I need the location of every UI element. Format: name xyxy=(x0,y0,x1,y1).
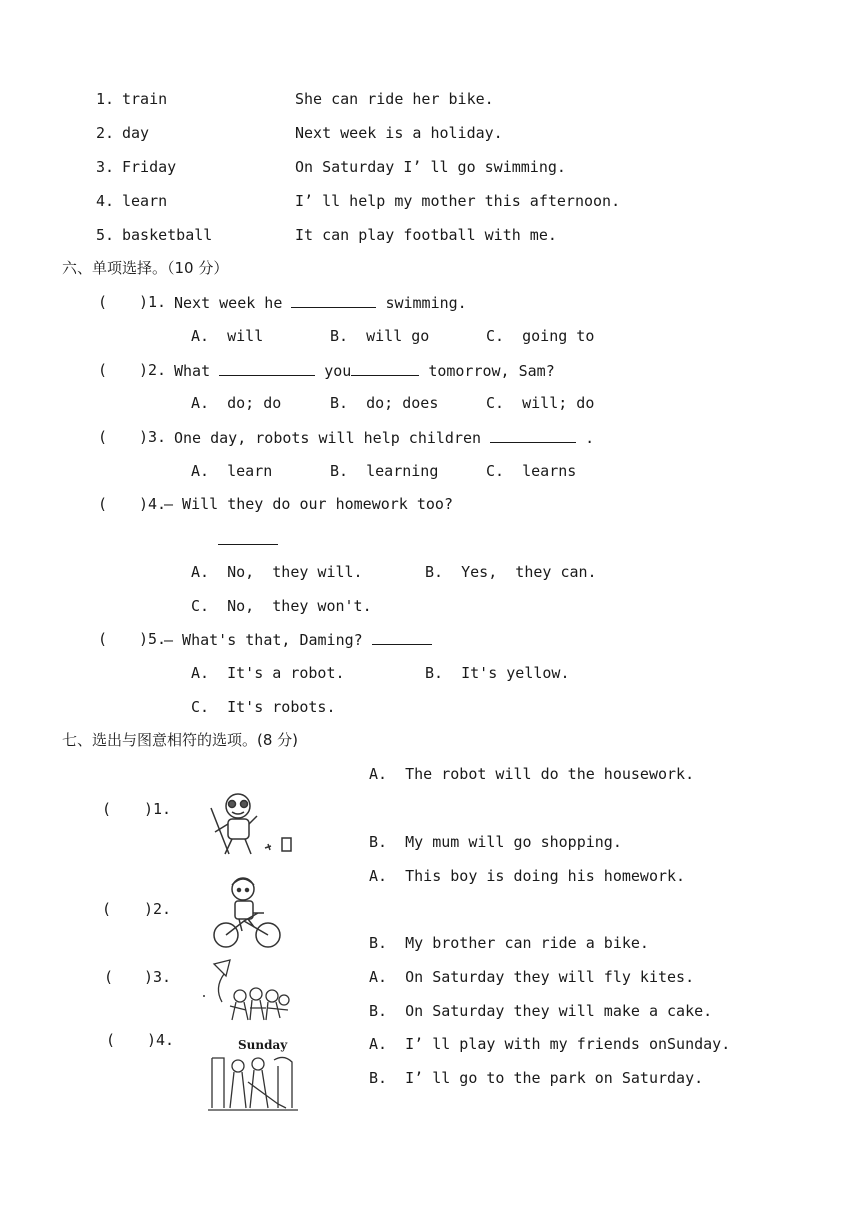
option-c: C. No, they won't. xyxy=(191,597,372,615)
answer-blank[interactable] xyxy=(351,361,419,376)
option-b: B. learning xyxy=(330,462,439,480)
answer-paren-open: ( xyxy=(98,293,108,311)
item-number: )4. xyxy=(147,1031,175,1049)
answer-paren-open: ( xyxy=(98,630,108,648)
option-a: A. This boy is doing his homework. xyxy=(369,867,686,885)
option-b: B. do; does xyxy=(330,394,439,412)
match-num: 4. xyxy=(96,192,115,210)
question-stem: What you tomorrow, Sam? xyxy=(174,362,555,380)
answer-paren-open: ( xyxy=(106,1031,116,1049)
match-sentence: I’ ll help my mother this afternoon. xyxy=(295,192,621,210)
question-number: )2. xyxy=(139,361,167,379)
option-a: A. will xyxy=(191,327,264,345)
answer-blank[interactable] xyxy=(490,428,576,443)
match-word: learn xyxy=(122,192,168,210)
option-b: B. will go xyxy=(330,327,430,345)
option-b: B. I’ ll go to the park on Saturday. xyxy=(369,1069,704,1087)
answer-paren-open: ( xyxy=(98,361,108,379)
match-num: 5. xyxy=(96,226,115,244)
option-b: B. On Saturday they will make a cake. xyxy=(369,1002,713,1020)
match-sentence: She can ride her bike. xyxy=(295,90,494,108)
answer-blank[interactable] xyxy=(291,293,376,308)
robot-picture-icon xyxy=(205,790,295,862)
item-number: )2. xyxy=(144,900,172,918)
option-c: C. will; do xyxy=(486,394,595,412)
item-number: )1. xyxy=(144,800,172,818)
option-c: C. learns xyxy=(486,462,577,480)
section-six-title: 六、单项选择。（10 分） xyxy=(62,259,229,277)
answer-blank[interactable] xyxy=(218,530,278,545)
option-c: C. It's robots. xyxy=(191,698,336,716)
question-stem: — Will they do our homework too? xyxy=(164,495,453,513)
answer-paren-open: ( xyxy=(102,900,112,918)
option-a: A. No, they will. xyxy=(191,563,363,581)
option-b: B. My brother can ride a bike. xyxy=(369,934,649,952)
picture-caption: Sunday xyxy=(238,1038,288,1052)
match-word: day xyxy=(122,124,150,142)
match-num: 3. xyxy=(96,158,115,176)
answer-blank[interactable] xyxy=(372,630,432,645)
question-number: )5. xyxy=(139,630,167,648)
option-a: A. It's a robot. xyxy=(191,664,345,682)
option-a: A. do; do xyxy=(191,394,282,412)
match-sentence: On Saturday I’ ll go swimming. xyxy=(295,158,566,176)
match-num: 1. xyxy=(96,90,115,108)
match-sentence: It can play football with me. xyxy=(295,226,557,244)
match-word: basketball xyxy=(122,226,213,244)
match-word: Friday xyxy=(122,158,177,176)
answer-paren-open: ( xyxy=(98,428,108,446)
option-b: B. Yes, they can. xyxy=(425,563,597,581)
match-sentence: Next week is a holiday. xyxy=(295,124,503,142)
option-c: C. going to xyxy=(486,327,595,345)
question-number: )3. xyxy=(139,428,167,446)
answer-blank[interactable] xyxy=(219,361,315,376)
match-num: 2. xyxy=(96,124,115,142)
question-number: )1. xyxy=(139,293,167,311)
section-seven-title: 七、选出与图意相符的选项。(8 分) xyxy=(62,731,299,749)
option-a: A. The robot will do the housework. xyxy=(369,765,695,783)
option-a: A. learn xyxy=(191,462,273,480)
item-number: )3. xyxy=(144,968,172,986)
option-b: B. My mum will go shopping. xyxy=(369,833,622,851)
match-word: train xyxy=(122,90,168,108)
question-number: )4. xyxy=(139,495,167,513)
option-a: A. On Saturday they will fly kites. xyxy=(369,968,695,986)
option-b: B. It's yellow. xyxy=(425,664,570,682)
kids-flying-kite-picture-icon xyxy=(200,958,292,1024)
sunday-park-picture-icon xyxy=(208,1038,298,1114)
park-scene-icon xyxy=(208,1052,298,1114)
question-stem: Next week he swimming. xyxy=(174,294,467,312)
answer-paren-open: ( xyxy=(102,800,112,818)
question-stem: — What's that, Daming? xyxy=(164,630,432,649)
boy-on-bike-picture-icon xyxy=(210,873,285,953)
answer-paren-open: ( xyxy=(98,495,108,513)
question-stem: One day, robots will help children . xyxy=(174,429,595,447)
option-a: A. I’ ll play with my friends onSunday. xyxy=(369,1035,731,1053)
answer-paren-open: ( xyxy=(104,968,114,986)
